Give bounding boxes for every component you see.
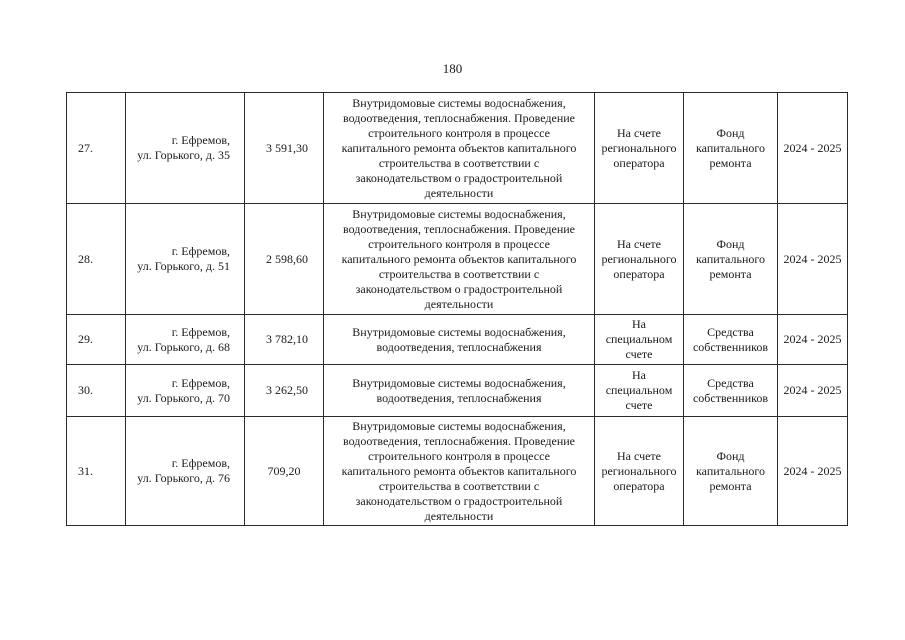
funding-source-cell	[684, 365, 778, 417]
page-number: 180	[442, 61, 463, 76]
work-description-line: капитального ремонта объектов капитального	[341, 463, 577, 478]
address-cell	[126, 365, 245, 417]
funding-source-line: Фонд	[716, 448, 745, 463]
work-description-line: капитального ремонта объектов капитального	[341, 251, 577, 266]
work-description-line: строительного контроля в процессе	[368, 448, 550, 463]
work-description-cell	[324, 204, 595, 315]
row-number-cell: 31.	[67, 417, 126, 526]
work-description-line: водоотведения, теплоснабжения. Проведение	[342, 110, 575, 125]
address-line: г. Ефремов,	[171, 133, 230, 147]
period-cell: 2024 - 2025	[778, 365, 848, 417]
account-line: На счете	[616, 448, 661, 463]
funding-source-line: Фонд	[716, 125, 745, 140]
funding-source-line: Средства	[707, 324, 754, 339]
address-cell	[126, 417, 245, 526]
funding-source-line: ремонта	[709, 266, 752, 281]
funding-source-line: ремонта	[709, 155, 752, 170]
table-row	[67, 315, 848, 365]
account-cell	[595, 417, 684, 526]
work-description-line: строительного контроля в процессе	[368, 125, 550, 140]
work-description-line: строительства в соответствии с	[378, 155, 540, 170]
funding-source-line: Фонд	[716, 236, 745, 251]
account-cell	[595, 93, 684, 204]
period-cell: 2024 - 2025	[778, 204, 848, 315]
work-description-line: капитального ремонта объектов капитального	[341, 140, 577, 155]
work-description-line: водоотведения, теплоснабжения. Проведение	[342, 221, 575, 236]
address-line: г. Ефремов,	[171, 456, 230, 470]
account-line: регионального	[601, 140, 677, 155]
work-description-line: законодательством о градостроительной	[355, 170, 563, 185]
account-line: регионального	[601, 251, 677, 266]
account-cell	[595, 365, 684, 417]
funding-source-line: собственников	[692, 390, 769, 405]
funding-source-cell	[684, 93, 778, 204]
work-description-line: строительства в соответствии с	[378, 266, 540, 281]
work-description-line: водоотведения, теплоснабжения	[376, 339, 542, 354]
table-row	[67, 417, 848, 526]
account-line: На	[632, 317, 646, 331]
account-line: специальном	[605, 332, 673, 346]
address-cell	[126, 204, 245, 315]
work-description-cell	[324, 365, 595, 417]
work-description-line: деятельности	[424, 185, 494, 200]
work-description-line: законодательством о градостроительной	[355, 493, 563, 508]
work-description-cell	[324, 315, 595, 365]
work-description-line: деятельности	[424, 508, 494, 523]
account-line: На счете	[616, 236, 661, 251]
account-line: оператора	[613, 155, 665, 170]
table-body	[67, 93, 848, 526]
account-cell	[595, 315, 684, 365]
funding-source-line: капитального	[696, 140, 765, 155]
work-description-line: Внутридомовые системы водоснабжения,	[352, 418, 566, 433]
work-description-line: строительного контроля в процессе	[368, 236, 550, 251]
row-number-cell: 29.	[67, 315, 126, 365]
address-line: ул. Горького, д. 51	[137, 259, 230, 273]
address-cell	[126, 93, 245, 204]
work-description-line: водоотведения, теплоснабжения. Проведение	[342, 433, 575, 448]
work-description-line: Внутридомовые системы водоснабжения,	[352, 206, 566, 221]
amount-cell: 2 598,60	[245, 204, 324, 315]
work-description-line: строительства в соответствии с	[378, 478, 540, 493]
amount-cell: 3 782,10	[245, 315, 324, 365]
amount-cell: 709,20	[245, 417, 324, 526]
account-line: специальном	[605, 383, 673, 397]
row-number-cell: 30.	[67, 365, 126, 417]
works-table	[66, 92, 848, 526]
account-line: оператора	[613, 478, 665, 493]
funding-source-cell	[684, 315, 778, 365]
account-line: счете	[625, 398, 653, 412]
account-line: регионального	[601, 463, 677, 478]
work-description-line: водоотведения, теплоснабжения	[376, 390, 542, 405]
work-description-line: Внутридомовые системы водоснабжения,	[352, 324, 566, 339]
funding-source-line: Средства	[707, 375, 754, 390]
address-line: г. Ефремов,	[171, 375, 230, 390]
funding-source-line: ремонта	[709, 478, 752, 493]
table-row	[67, 204, 848, 315]
account-cell	[595, 204, 684, 315]
address-line: ул. Горького, д. 35	[137, 148, 230, 162]
amount-cell: 3 591,30	[245, 93, 324, 204]
address-line: ул. Горького, д. 76	[137, 471, 230, 485]
period-cell: 2024 - 2025	[778, 315, 848, 365]
row-number-cell: 27.	[67, 93, 126, 204]
funding-source-cell	[684, 417, 778, 526]
account-line: На счете	[616, 125, 661, 140]
address-line: ул. Горького, д. 68	[137, 339, 230, 354]
funding-source-line: капитального	[696, 251, 765, 266]
table-row	[67, 93, 848, 204]
funding-source-line: собственников	[692, 339, 769, 354]
period-cell: 2024 - 2025	[778, 93, 848, 204]
work-description-line: законодательством о градостроительной	[355, 281, 563, 296]
work-description-line: деятельности	[424, 296, 494, 311]
account-line: счете	[625, 347, 653, 361]
work-description-cell	[324, 93, 595, 204]
address-line: ул. Горького, д. 70	[137, 390, 230, 405]
table-row	[67, 365, 848, 417]
amount-cell: 3 262,50	[245, 365, 324, 417]
period-cell: 2024 - 2025	[778, 417, 848, 526]
address-line: г. Ефремов,	[171, 324, 230, 339]
work-description-cell	[324, 417, 595, 526]
account-line: На	[632, 368, 646, 382]
row-number-cell: 28.	[67, 204, 126, 315]
work-description-line: Внутридомовые системы водоснабжения,	[352, 375, 566, 390]
address-line: г. Ефремов,	[171, 244, 230, 258]
funding-source-line: капитального	[696, 463, 765, 478]
work-description-line: Внутридомовые системы водоснабжения,	[352, 95, 566, 110]
funding-source-cell	[684, 204, 778, 315]
address-cell	[126, 315, 245, 365]
account-line: оператора	[613, 266, 665, 281]
